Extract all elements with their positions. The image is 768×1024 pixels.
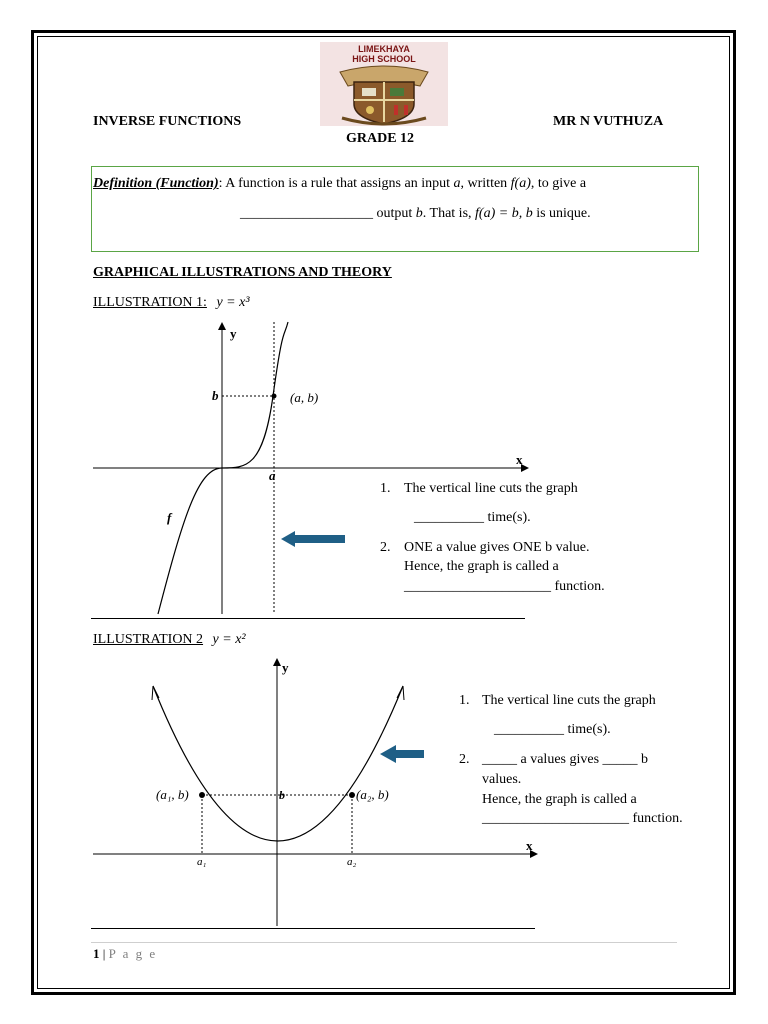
logo-line1: LIMEKHAYA: [358, 44, 410, 54]
ill2-q1-blank: __________ time(s).: [494, 722, 611, 737]
graph2-y-label: y: [282, 660, 289, 675]
ill1-q2-line2: Hence, the graph is called a: [404, 559, 559, 574]
definition-line2: [240, 206, 591, 222]
definition-that-is-expr: f(a) = b, b: [475, 206, 533, 221]
graph2-b-label: b: [279, 788, 285, 802]
topic-title: INVERSE FUNCTIONS: [93, 114, 242, 129]
ill1-q2-number: 2.: [380, 540, 391, 555]
graph2-a2-label: a₂: [347, 856, 357, 868]
illustration1-heading: [93, 295, 250, 311]
graph1-f-label: f: [167, 510, 172, 525]
definition-text6: is unique.: [532, 206, 591, 221]
point-a2-b: [349, 792, 355, 798]
illustration2-divider: [91, 928, 535, 929]
page-footer: [93, 946, 157, 962]
ill2-q1-text: The vertical line cuts the graph: [482, 693, 656, 708]
definition-text4: output: [373, 206, 416, 221]
definition-text2: , written: [460, 176, 511, 191]
footer-rule: [91, 942, 677, 943]
ill2-q2-line4: _____________________ function.: [482, 811, 683, 826]
graph1-a-label: a: [269, 468, 276, 483]
ill1-q1-text: The vertical line cuts the graph: [404, 481, 578, 496]
ill2-q1-number: 1.: [459, 693, 470, 708]
graph-parabola: [88, 656, 540, 932]
graph1-x-label: x: [516, 452, 523, 467]
graph1-b-label: b: [212, 388, 219, 403]
illustration2-equation: y = x²: [212, 632, 246, 647]
ill2-q2-line3: Hence, the graph is called a: [482, 792, 637, 807]
illustration2-heading: [93, 632, 246, 648]
arrow-left-icon: [378, 744, 426, 764]
page-word: P a g e: [108, 946, 158, 961]
grade-label: GRADE 12: [346, 131, 415, 146]
graph2-x-label: x: [526, 838, 533, 853]
definition-line1: [93, 176, 586, 192]
ill2-q2-number: 2.: [459, 752, 470, 767]
illustration1-divider: [91, 618, 525, 619]
graph1-point-label: (a, b): [290, 390, 319, 405]
point-a-b: [272, 394, 277, 399]
graph2-p2-label: (a₂, b): [356, 787, 389, 802]
definition-input-var: a: [453, 176, 461, 191]
definition-written-expr: f(a): [510, 176, 531, 191]
definition-text5: . That is,: [422, 206, 476, 221]
school-logo: [320, 42, 448, 126]
arrow-left-icon: [281, 531, 345, 547]
ill1-q2-line1: ONE a value gives ONE b value.: [404, 540, 590, 555]
ill1-q2-line3: _____________________ function.: [404, 579, 605, 594]
graph2-a1-label: a₁: [197, 856, 207, 868]
illustration1-equation: y = x³: [216, 295, 250, 310]
illustration1-label: ILLUSTRATION 1:: [93, 295, 207, 310]
page-number: 1: [93, 946, 100, 961]
graph1-y-label: y: [230, 326, 237, 341]
definition-text1: : A function is a rule that assigns an input: [218, 176, 454, 191]
definition-blank: ___________________: [240, 206, 373, 221]
ill1-q1-blank: __________ time(s).: [414, 510, 531, 525]
footer-separator: |: [99, 946, 109, 961]
definition-text3: , to give a: [530, 176, 587, 191]
ill2-q2-line1: _____ a values gives _____ b: [482, 752, 649, 767]
logo-line2: HIGH SCHOOL: [352, 54, 416, 64]
ill2-q2-line2: values.: [482, 772, 522, 787]
definition-label: Definition (Function): [93, 176, 219, 191]
section-heading: GRAPHICAL ILLUSTRATIONS AND THEORY: [93, 265, 392, 280]
illustration2-label: ILLUSTRATION 2: [93, 632, 204, 647]
graph2-p1-label: (a₁, b): [156, 787, 189, 802]
definition-output-var: b: [415, 206, 423, 221]
parabola-curve: [153, 686, 403, 841]
ill1-q1-number: 1.: [380, 481, 391, 496]
teacher-name: MR N VUTHUZA: [553, 114, 664, 129]
point-a1-b: [199, 792, 205, 798]
